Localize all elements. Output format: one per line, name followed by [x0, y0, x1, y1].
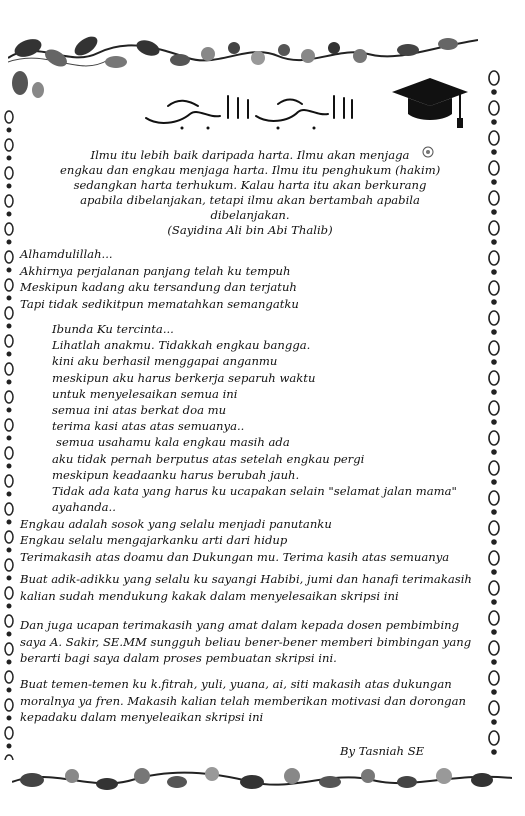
text-line: meskipun aku harus berkerja separuh waktu	[52, 370, 316, 385]
text-line: Tidak ada kata yang harus ku ucapakan selain "selamat jalan mama"	[52, 484, 457, 499]
quote-line: apabila dibelanjakan, tetapi ilmu akan bertambah apabila	[80, 193, 420, 207]
text-line: Lihatlah anakmu. Tidakkah engkau bangga.	[52, 338, 311, 353]
text-line: semua usahamu kala engkau masih ada	[56, 435, 290, 450]
text-line: ayahanda..	[52, 500, 116, 514]
quote-line: Ilmu itu lebih baik daripada harta. Ilmu akan menjaga	[90, 148, 410, 162]
text-line: berarti bagi saya dalam proses pembuatan skripsi ini.	[20, 651, 337, 666]
text-line: aku tidak pernah berputus atas setelah engkau pergi	[52, 451, 365, 466]
quote-line: dibelanjakan.	[210, 208, 290, 222]
text-line: moralnya ya fren. Makasih kalian telah memberikan motivasi dan dorongan	[20, 693, 466, 708]
text-line: Buat temen-temen ku k.fitrah, yuli, yuana, ai, siti makasih atas dukungan	[20, 677, 452, 691]
text-line: Akhirnya perjalanan panjang telah ku tempuh	[20, 263, 291, 278]
quote-attribution: (Sayidina Ali bin Abi Thalib)	[167, 223, 333, 237]
paragraph-siblings	[20, 571, 472, 604]
text-line: Engkau selalu mengajarkanku arti dari hidup	[20, 533, 288, 548]
bottom-floral-border	[12, 752, 512, 802]
basmala-calligraphy	[138, 88, 358, 132]
left-chain-border	[2, 110, 16, 760]
paragraph-supervisor	[20, 617, 471, 667]
text-line: terima kasi atas atas semuanya..	[52, 419, 245, 434]
paragraph-friends	[20, 676, 466, 726]
text-line: Tapi tidak sedikitpun mematahkan semangatku	[20, 296, 299, 311]
text-line: Terimakasih atas doamu dan Dukungan mu. Terima kasih atas semuanya	[20, 549, 450, 564]
text-line: meskipun keadaanku harus berubah jauh.	[52, 467, 300, 482]
text-line: Buat adik-adikku yang selalu ku sayangi Habibi, jumi dan hanafi terimakasih	[20, 572, 472, 586]
quote-line: sedangkan harta terhukum. Kalau harta itu akan berkurang	[73, 178, 427, 192]
text-line: semua ini atas berkat doa mu	[52, 403, 227, 418]
text-line: Alhamdulillah...	[20, 247, 113, 261]
text-line: untuk menyelesaikan semua ini	[52, 386, 238, 401]
paragraph-mother	[52, 321, 457, 499]
quote-line: engkau dan engkau menjaga harta. Ilmu itu penghukum (hakim)	[60, 163, 441, 177]
text-line: kalian sudah mendukung kakak dalam menyelesaikan skripsi ini	[20, 588, 399, 603]
text-line: Dan juga ucapan terimakasih yang amat dalam kepada dosen pembimbing	[20, 618, 460, 632]
text-line: kepadaku dalam menyeleaikan skripsi ini	[20, 710, 264, 725]
text-line: kini aku berhasil menggapai anganmu	[52, 354, 278, 369]
text-line: Meskipun kadang aku tersandung dan terjatuh	[20, 280, 297, 295]
graduation-cap-icon	[390, 74, 470, 134]
text-line: Engkau adalah sosok yang selalu menjadi panutanku	[20, 516, 332, 531]
text-line: Ibunda Ku tercinta...	[52, 322, 174, 336]
paragraph-father	[20, 499, 449, 565]
opening-quote	[60, 148, 440, 238]
right-chain-border	[486, 70, 502, 760]
signature: By Tasniah SE	[340, 744, 425, 758]
paragraph-gratitude	[20, 246, 299, 312]
text-line: saya A. Sakir, SE.MM sungguh beliau bener-bener memberi bimbingan yang	[20, 634, 472, 649]
